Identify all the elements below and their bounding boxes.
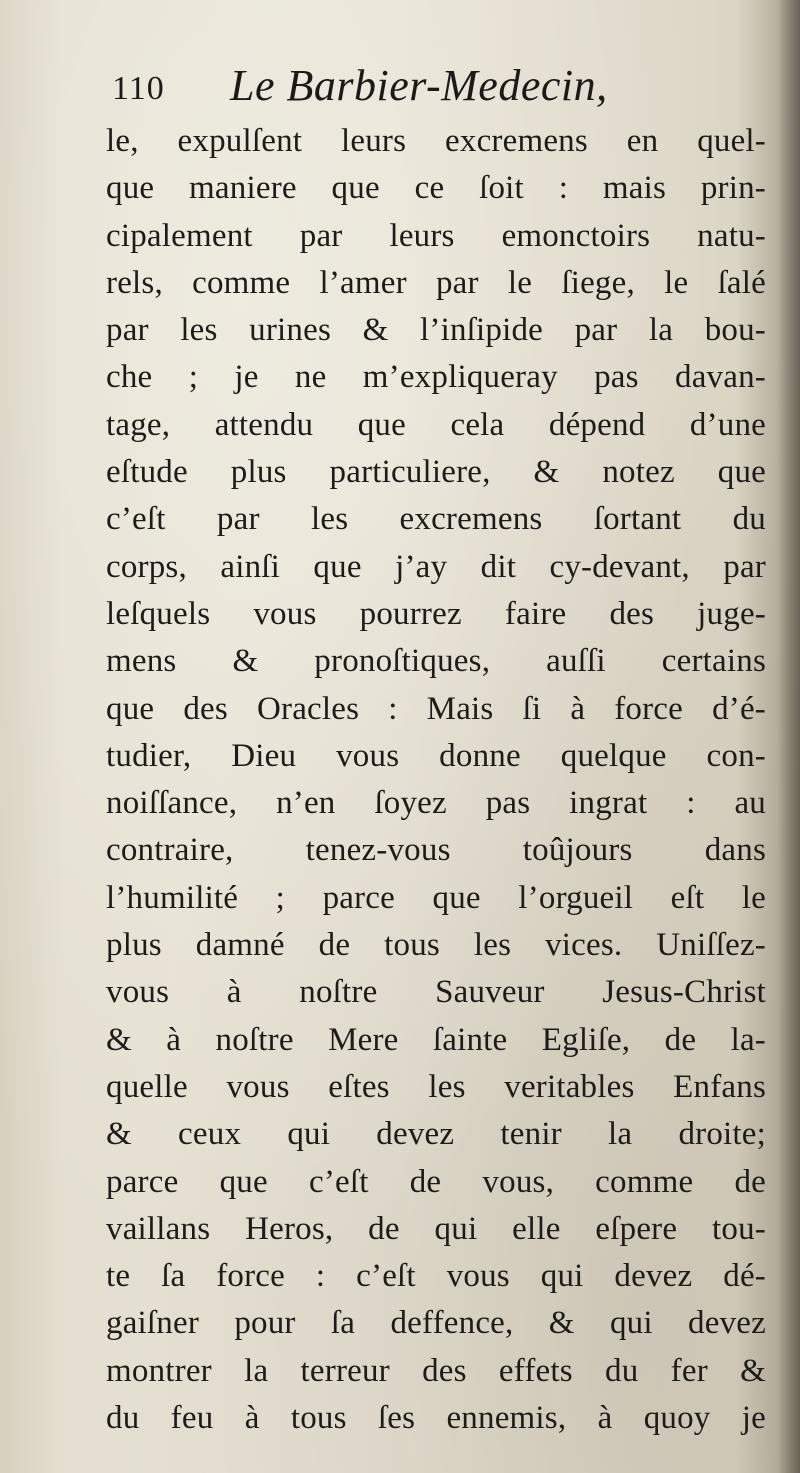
text-line: quelle vous eſtes les veritables Enfans — [106, 1068, 766, 1105]
text-line: gaiſner pour ſa deffence, & qui devez — [106, 1305, 766, 1342]
text-line: que des Oracles : Mais ſi à force d’é- — [106, 690, 766, 727]
text-line: che ; je ne m’expliqueray pas davan- — [106, 359, 766, 396]
text-line: c’eſt par les excremens ſortant du — [106, 501, 766, 538]
text-line: vous à noſtre Sauveur Jesus-Christ — [106, 974, 766, 1011]
text-line: cipalement par leurs emonctoirs natu- — [106, 217, 766, 254]
running-title: Le Barbier-Medecin, — [230, 61, 608, 110]
text-line: parce que c’eſt de vous, comme de — [106, 1163, 766, 1200]
text-line: par les urines & l’inſipide par la bou- — [106, 312, 766, 349]
text-line: contraire, tenez-vous toûjours dans — [106, 832, 766, 869]
text-line: mens & pronoſtiques, auſſi certains — [106, 643, 766, 680]
body-text — [106, 118, 766, 1442]
text-line: plus damné de tous les vices. Uniſſez- — [106, 927, 766, 964]
text-line: te ſa force : c’eſt vous qui devez dé- — [106, 1258, 766, 1295]
text-line: & à noſtre Mere ſainte Egliſe, de la- — [106, 1021, 766, 1058]
text-line: du feu à tous ſes ennemis, à quoy je — [106, 1400, 766, 1437]
text-line: montrer la terreur des effets du fer & — [106, 1352, 766, 1389]
text-line: tudier, Dieu vous donne quelque con- — [106, 737, 766, 774]
text-line: vaillans Heros, de qui elle eſpere tou- — [106, 1210, 766, 1247]
page-header — [112, 60, 752, 120]
text-line: leſquels vous pourrez faire des juge- — [106, 595, 766, 632]
page-number: 110 — [112, 70, 165, 107]
text-line: que maniere que ce ſoit : mais prin- — [106, 170, 766, 207]
text-line: rels, comme l’amer par le ſiege, le ſalé — [106, 264, 766, 301]
page-edge-shadow — [778, 0, 800, 1473]
text-line: le, expulſent leurs excremens en quel- — [106, 123, 766, 159]
text-line: noiſſance, n’en ſoyez pas ingrat : au — [106, 785, 766, 822]
text-line: corps, ainſi que j’ay dit cy-devant, par — [106, 548, 766, 585]
text-line: eſtude plus particuliere, & notez que — [106, 454, 766, 491]
text-line: & ceux qui devez tenir la droite; — [106, 1116, 766, 1153]
text-line: l’humilité ; parce que l’orgueil eſt le — [106, 879, 766, 916]
text-line: tage, attendu que cela dépend d’une — [106, 406, 766, 443]
